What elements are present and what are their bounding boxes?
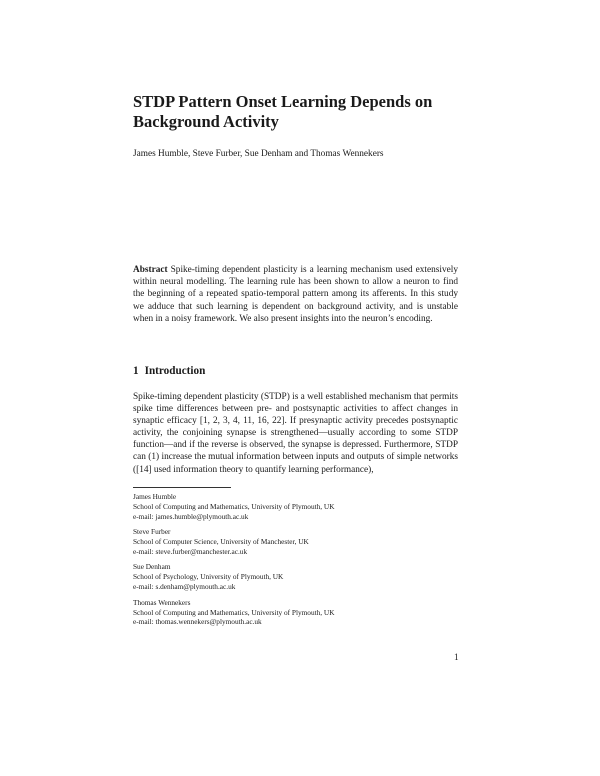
affiliation-block <box>133 527 463 557</box>
author-list: James Humble, Steve Furber, Sue Denham and Thomas Wennekers <box>133 149 384 159</box>
introduction-paragraph: Spike-timing dependent plasticity (STDP) is a well established mechanism that permits spike time differences between pre- and postsynaptic activities to affect changes in synaptic efficacy [1, 2, 3, 4, 11, 16, 22]. If presynaptic activity precedes postsynaptic activity, the conjoining synapse is strengthened—usually according to some STDP function—and if the reverse is observed, the synapse is depressed. Furthermore, STDP can (1) increase the mutual information between inputs and outputs of simple networks ([14] used information theory to quantify learning performance), <box>133 392 458 475</box>
section-title: Introduction <box>144 365 206 377</box>
footnote-divider <box>133 487 231 488</box>
affiliation-email: e-mail: james.humble@plymouth.ac.uk <box>133 511 249 521</box>
affiliation-email: e-mail: steve.furber@manchester.ac.uk <box>133 547 248 557</box>
affiliation-name: Thomas Wennekers <box>133 597 191 607</box>
paper-title: STDP Pattern Onset Learning Depends on Background Activity <box>133 92 433 131</box>
affiliation-email: e-mail: s.denham@plymouth.ac.uk <box>133 582 236 592</box>
abstract <box>133 264 458 325</box>
affiliation-block <box>133 562 463 592</box>
affiliation-block <box>133 492 463 522</box>
affiliation-block <box>133 598 463 628</box>
section-heading <box>133 364 205 378</box>
affiliation-institution: School of Computing and Mathematics, University of Plymouth, UK <box>133 501 335 511</box>
affiliation-email: e-mail: thomas.wennekers@plymouth.ac.uk <box>133 617 262 627</box>
affiliation-institution: School of Computer Science, University of Manchester, UK <box>133 537 309 547</box>
affiliation-name: James Humble <box>133 492 177 501</box>
affiliation-institution: School of Computing and Mathematics, University of Plymouth, UK <box>133 607 335 617</box>
abstract-text: Spike-timing dependent plasticity is a learning mechanism used extensively within neural modelling. The learning rule has been shown to allow a neuron to find the beginning of a repeated spatio-temporal pattern among its afferents. In this study we adduce that such learning is dependent on background activity, and is unstable when in a noisy framework. We also present insights into the neuron’s encoding. <box>133 265 458 324</box>
abstract-label: Abstract <box>133 265 168 275</box>
affiliation-name: Steve Furber <box>133 527 171 537</box>
section-number: 1 <box>133 365 139 377</box>
page-number: 1 <box>454 653 459 663</box>
affiliation-name: Sue Denham <box>133 562 171 572</box>
affiliation-institution: School of Psychology, University of Plymouth, UK <box>133 572 284 582</box>
affiliations <box>133 492 463 633</box>
